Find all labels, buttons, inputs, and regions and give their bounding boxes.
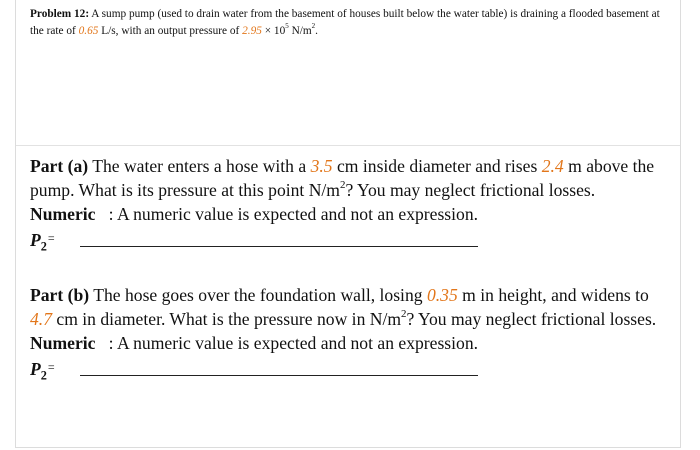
answer-subscript: 2 [40,368,47,383]
exponent: 5 [285,22,289,31]
answer-label [30,359,55,383]
question-text: m above the pump. What is its pressure at this point N/m [30,156,655,200]
problem-text: A sump pump (used to drain water from the basement of houses built below the water table) is draining a flooded basement at the rate of [30,8,660,37]
answer-subscript: 2 [40,239,47,254]
question-text: The hose goes over the foundation wall, losing [93,285,423,305]
unit-exponent: 2 [401,307,407,320]
problem-label: Problem 12: [30,8,90,20]
height-loss-value: 0.35 [426,285,458,305]
question-text: The water enters a hose with a [92,156,307,176]
numeric-hint-text: : A numeric value is expected and not an expression. [108,333,479,353]
answer-variable: P [30,230,41,250]
answer-row [30,355,670,381]
part-a-question [30,154,670,202]
new-diameter-value: 4.7 [30,309,52,329]
question-text: m in height, and widens to [462,285,649,305]
flow-rate-value: 0.65 [78,25,99,37]
question-text: ? You may neglect frictional losses. [406,309,657,329]
unit-exponent: 2 [340,178,346,191]
numeric-hint [30,202,670,226]
part-b-label: Part (b) [30,285,90,305]
part-b [30,283,670,381]
output-pressure-value: 2.95 [242,25,262,37]
problem-text: . [315,25,318,37]
answer-input-line[interactable] [80,375,478,376]
numeric-label: Numeric [30,204,96,224]
answer-input-line[interactable] [80,246,478,247]
numeric-hint [30,331,670,355]
numeric-hint-text: : A numeric value is expected and not an expression. [108,204,479,224]
equals-sign: = [47,231,55,245]
numeric-label: Numeric [30,333,96,353]
equals-sign: = [47,360,55,374]
question-text: cm in diameter. What is the pressure now in N/m [56,309,402,329]
problem-text: L/s, with an output pressure of [101,25,240,37]
part-b-question [30,283,670,331]
question-text: ? You may neglect frictional losses. [345,180,596,200]
answer-row [30,226,670,252]
part-a [30,154,670,252]
answer-label [30,230,55,254]
problem-text: × 10 [264,25,286,37]
problem-statement [30,6,660,40]
answer-variable: P [30,359,41,379]
question-text: cm inside diameter and rises [337,156,538,176]
problem-page [15,0,681,448]
unit-text: N/m [291,25,312,37]
section-divider [16,145,680,146]
part-a-label: Part (a) [30,156,89,176]
hose-diameter-value: 3.5 [310,156,333,176]
unit-exponent: 2 [311,22,316,31]
rise-height-value: 2.4 [541,156,564,176]
